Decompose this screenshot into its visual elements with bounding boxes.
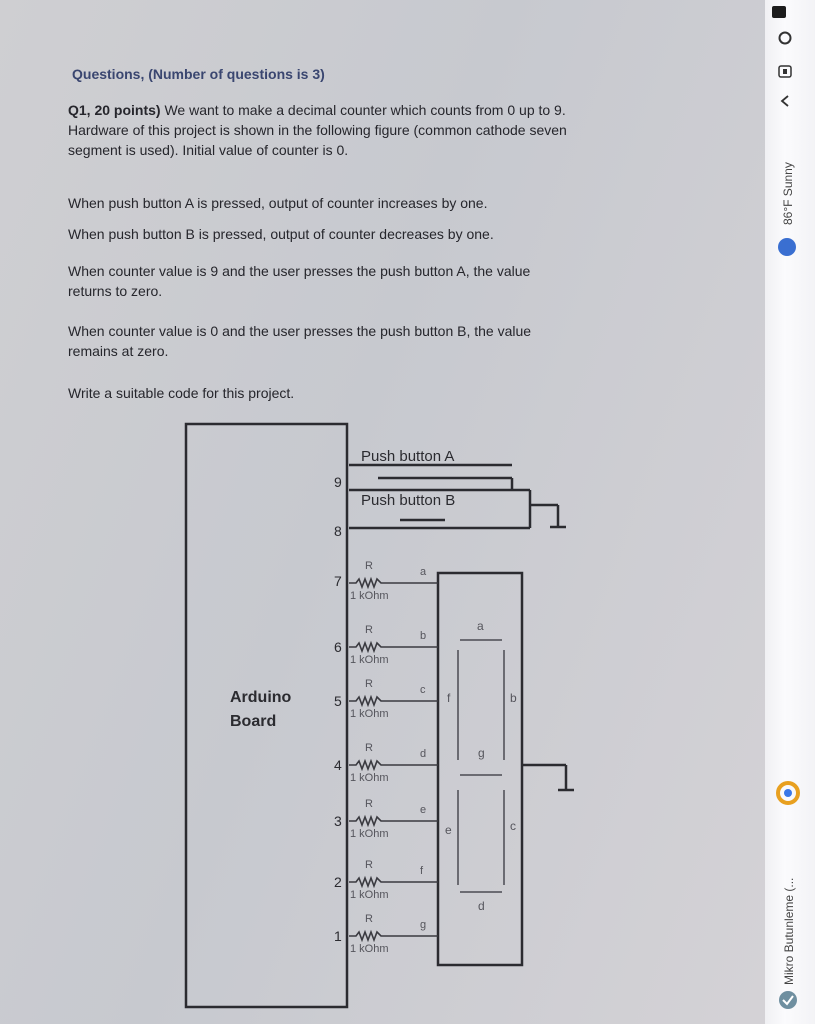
- pin-1: 1: [334, 928, 342, 944]
- resistor-label-7: R: [365, 913, 373, 925]
- q1-line3: segment is used). Initial value of counter is 0.: [68, 142, 349, 158]
- questions-heading: Questions, (Number of questions is 3): [72, 66, 325, 82]
- pin-6: 6: [334, 639, 342, 655]
- resistor-3: [349, 697, 398, 705]
- wire-label-f: f: [420, 865, 424, 877]
- back-icon[interactable]: [778, 94, 792, 108]
- segment-label-a: a: [477, 619, 484, 633]
- q1-line2: Hardware of this project is shown in the following figure (common cathode seven: [68, 122, 567, 138]
- pin-2: 2: [334, 874, 342, 890]
- recent-app-icon[interactable]: [777, 989, 799, 1011]
- segment-label-f: f: [447, 691, 451, 705]
- rule-button-a: When push button A is pressed, output of counter increases by one.: [68, 195, 488, 211]
- button-b-label: Push button B: [361, 492, 456, 509]
- resistor-value-1: 1 kOhm: [350, 590, 389, 602]
- circle-nav-icon[interactable]: [777, 30, 793, 46]
- resistor-value-2: 1 kOhm: [350, 654, 389, 666]
- wire-label-d: d: [420, 748, 427, 760]
- resistor-value-6: 1 kOhm: [350, 889, 389, 901]
- segment-label-d: d: [478, 899, 485, 913]
- wire-label-a: a: [420, 566, 427, 578]
- rule-wrap-9-line1: When counter value is 9 and the user presses the push button A, the value: [68, 263, 531, 279]
- pin-7: 7: [334, 573, 342, 589]
- resistor-5: [349, 817, 398, 825]
- pin-8: 8: [334, 523, 342, 539]
- resistor-label-2: R: [365, 624, 373, 636]
- resistor-label-6: R: [365, 859, 373, 871]
- rule-stay-0-line1: When counter value is 0 and the user presses the push button B, the value: [68, 323, 532, 339]
- battery-icon: [772, 6, 786, 18]
- resistor-label-1: R: [365, 560, 373, 572]
- resistor-label-3: R: [365, 678, 373, 690]
- resistor-6: [349, 878, 398, 886]
- resistor-group: [349, 560, 438, 955]
- instruction: Write a suitable code for this project.: [68, 385, 295, 401]
- segment-label-c: c: [510, 819, 516, 833]
- system-side-bar: [765, 0, 815, 1024]
- rule-stay-0-line2: remains at zero.: [68, 343, 169, 359]
- resistor-4: [349, 761, 398, 769]
- board-label-line2: Board: [230, 713, 277, 730]
- resistor-value-3: 1 kOhm: [350, 708, 389, 720]
- weather-dot-icon: [778, 238, 796, 256]
- pin-5: 5: [334, 693, 342, 709]
- q1-line1: We want to make a decimal counter which counts from 0 up to 9.: [160, 102, 566, 118]
- resistor-value-4: 1 kOhm: [350, 772, 389, 784]
- resistor-value-5: 1 kOhm: [350, 828, 389, 840]
- resistor-label-4: R: [365, 742, 373, 754]
- resistor-value-7: 1 kOhm: [350, 943, 389, 955]
- wire-label-c: c: [420, 684, 426, 696]
- segment-label-g: g: [478, 746, 485, 760]
- board-label-line1: Arduino: [230, 689, 292, 706]
- recent-app-label[interactable]: Mikro Butunleme (...: [782, 877, 796, 985]
- wire-label-b: b: [420, 630, 427, 642]
- wire-label-g: g: [420, 919, 427, 931]
- resistor-label-5: R: [365, 798, 373, 810]
- resistor-1: [349, 579, 398, 587]
- weather-status: 86°F Sunny: [781, 162, 795, 225]
- lock-rotate-icon[interactable]: [776, 62, 794, 80]
- pin-3: 3: [334, 813, 342, 829]
- button-a-label: Push button A: [361, 448, 455, 465]
- rule-wrap-9-line2: returns to zero.: [68, 283, 163, 299]
- resistor-7: [349, 932, 398, 940]
- wire-label-e: e: [420, 804, 427, 816]
- assistant-app-icon[interactable]: [775, 780, 801, 806]
- segment-label-e: e: [445, 823, 452, 837]
- resistor-2: [349, 643, 398, 651]
- rule-button-b: When push button B is pressed, output of counter decreases by one.: [68, 226, 494, 242]
- segment-label-b: b: [510, 691, 517, 705]
- q1-points: Q1, 20 points): [68, 102, 161, 118]
- pin-9: 9: [334, 474, 342, 490]
- pin-4: 4: [334, 757, 342, 773]
